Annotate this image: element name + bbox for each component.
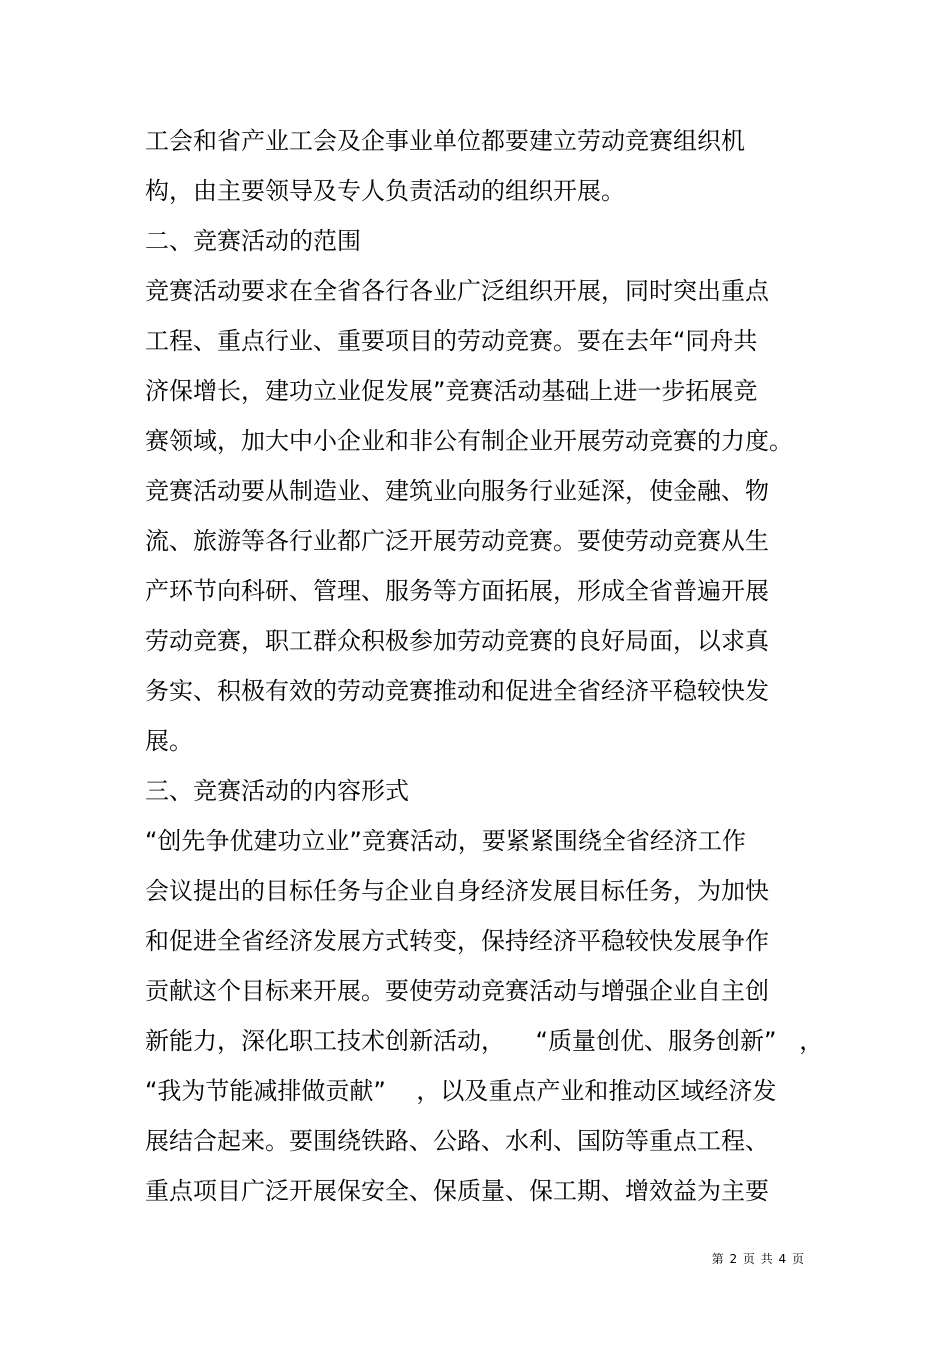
section-heading: 三、竞赛活动的内容形式 bbox=[145, 777, 409, 805]
body-text-line: 重点项目广泛开展保安全、保质量、保工期、增效益为主要 bbox=[145, 1177, 769, 1205]
section-heading: 二、竞赛活动的范围 bbox=[145, 227, 361, 255]
body-text-line: 构，由主要领导及专人负责活动的组织开展。 bbox=[145, 177, 625, 205]
body-text-line: 务实、积极有效的劳动竞赛推动和促进全省经济平稳较快发 bbox=[145, 677, 769, 705]
body-text-line: 会议提出的目标任务与企业自身经济发展目标任务，为加快 bbox=[145, 877, 769, 905]
body-text-line: 展。 bbox=[145, 727, 193, 755]
body-text-line: 和促进全省经济发展方式转变，保持经济平稳较快发展争作 bbox=[145, 927, 769, 955]
body-text-line: 竞赛活动要从制造业、建筑业向服务行业延深，使金融、物 bbox=[145, 477, 769, 505]
body-text-line: 工程、重点行业、重要项目的劳动竞赛。要在去年“同舟共 bbox=[145, 327, 758, 355]
body-text-line: 工会和省产业工会及企事业单位都要建立劳动竞赛组织机 bbox=[145, 127, 745, 155]
body-text-line: 产环节向科研、管理、服务等方面拓展，形成全省普遍开展 bbox=[145, 577, 769, 605]
body-text-line: 济保增长，建功立业促发展”竞赛活动基础上进一步拓展竞 bbox=[145, 377, 758, 405]
body-text-line: 新能力，深化职工技术创新活动， “质量创优、服务创新” ， bbox=[145, 1027, 824, 1055]
body-text-line: “我为节能减排做贡献” ，以及重点产业和推动区域经济发 bbox=[145, 1077, 777, 1105]
body-text-line: 贡献这个目标来开展。要使劳动竞赛活动与增强企业自主创 bbox=[145, 977, 769, 1005]
body-text-line: 竞赛活动要求在全省各行各业广泛组织开展，同时突出重点 bbox=[145, 277, 769, 305]
body-text-line: 劳动竞赛，职工群众积极参加劳动竞赛的良好局面，以求真 bbox=[145, 627, 769, 655]
page-number: 第 2 页 共 4 页 bbox=[711, 1252, 805, 1266]
body-text-line: 赛领域，加大中小企业和非公有制企业开展劳动竞赛的力度。 bbox=[145, 427, 793, 455]
body-text-line: 展结合起来。要围绕铁路、公路、水利、国防等重点工程、 bbox=[145, 1127, 769, 1155]
body-text-line: 流、旅游等各行业都广泛开展劳动竞赛。要使劳动竞赛从生 bbox=[145, 527, 769, 555]
body-text-line: “创先争优建功立业”竞赛活动，要紧紧围绕全省经济工作 bbox=[145, 827, 746, 855]
